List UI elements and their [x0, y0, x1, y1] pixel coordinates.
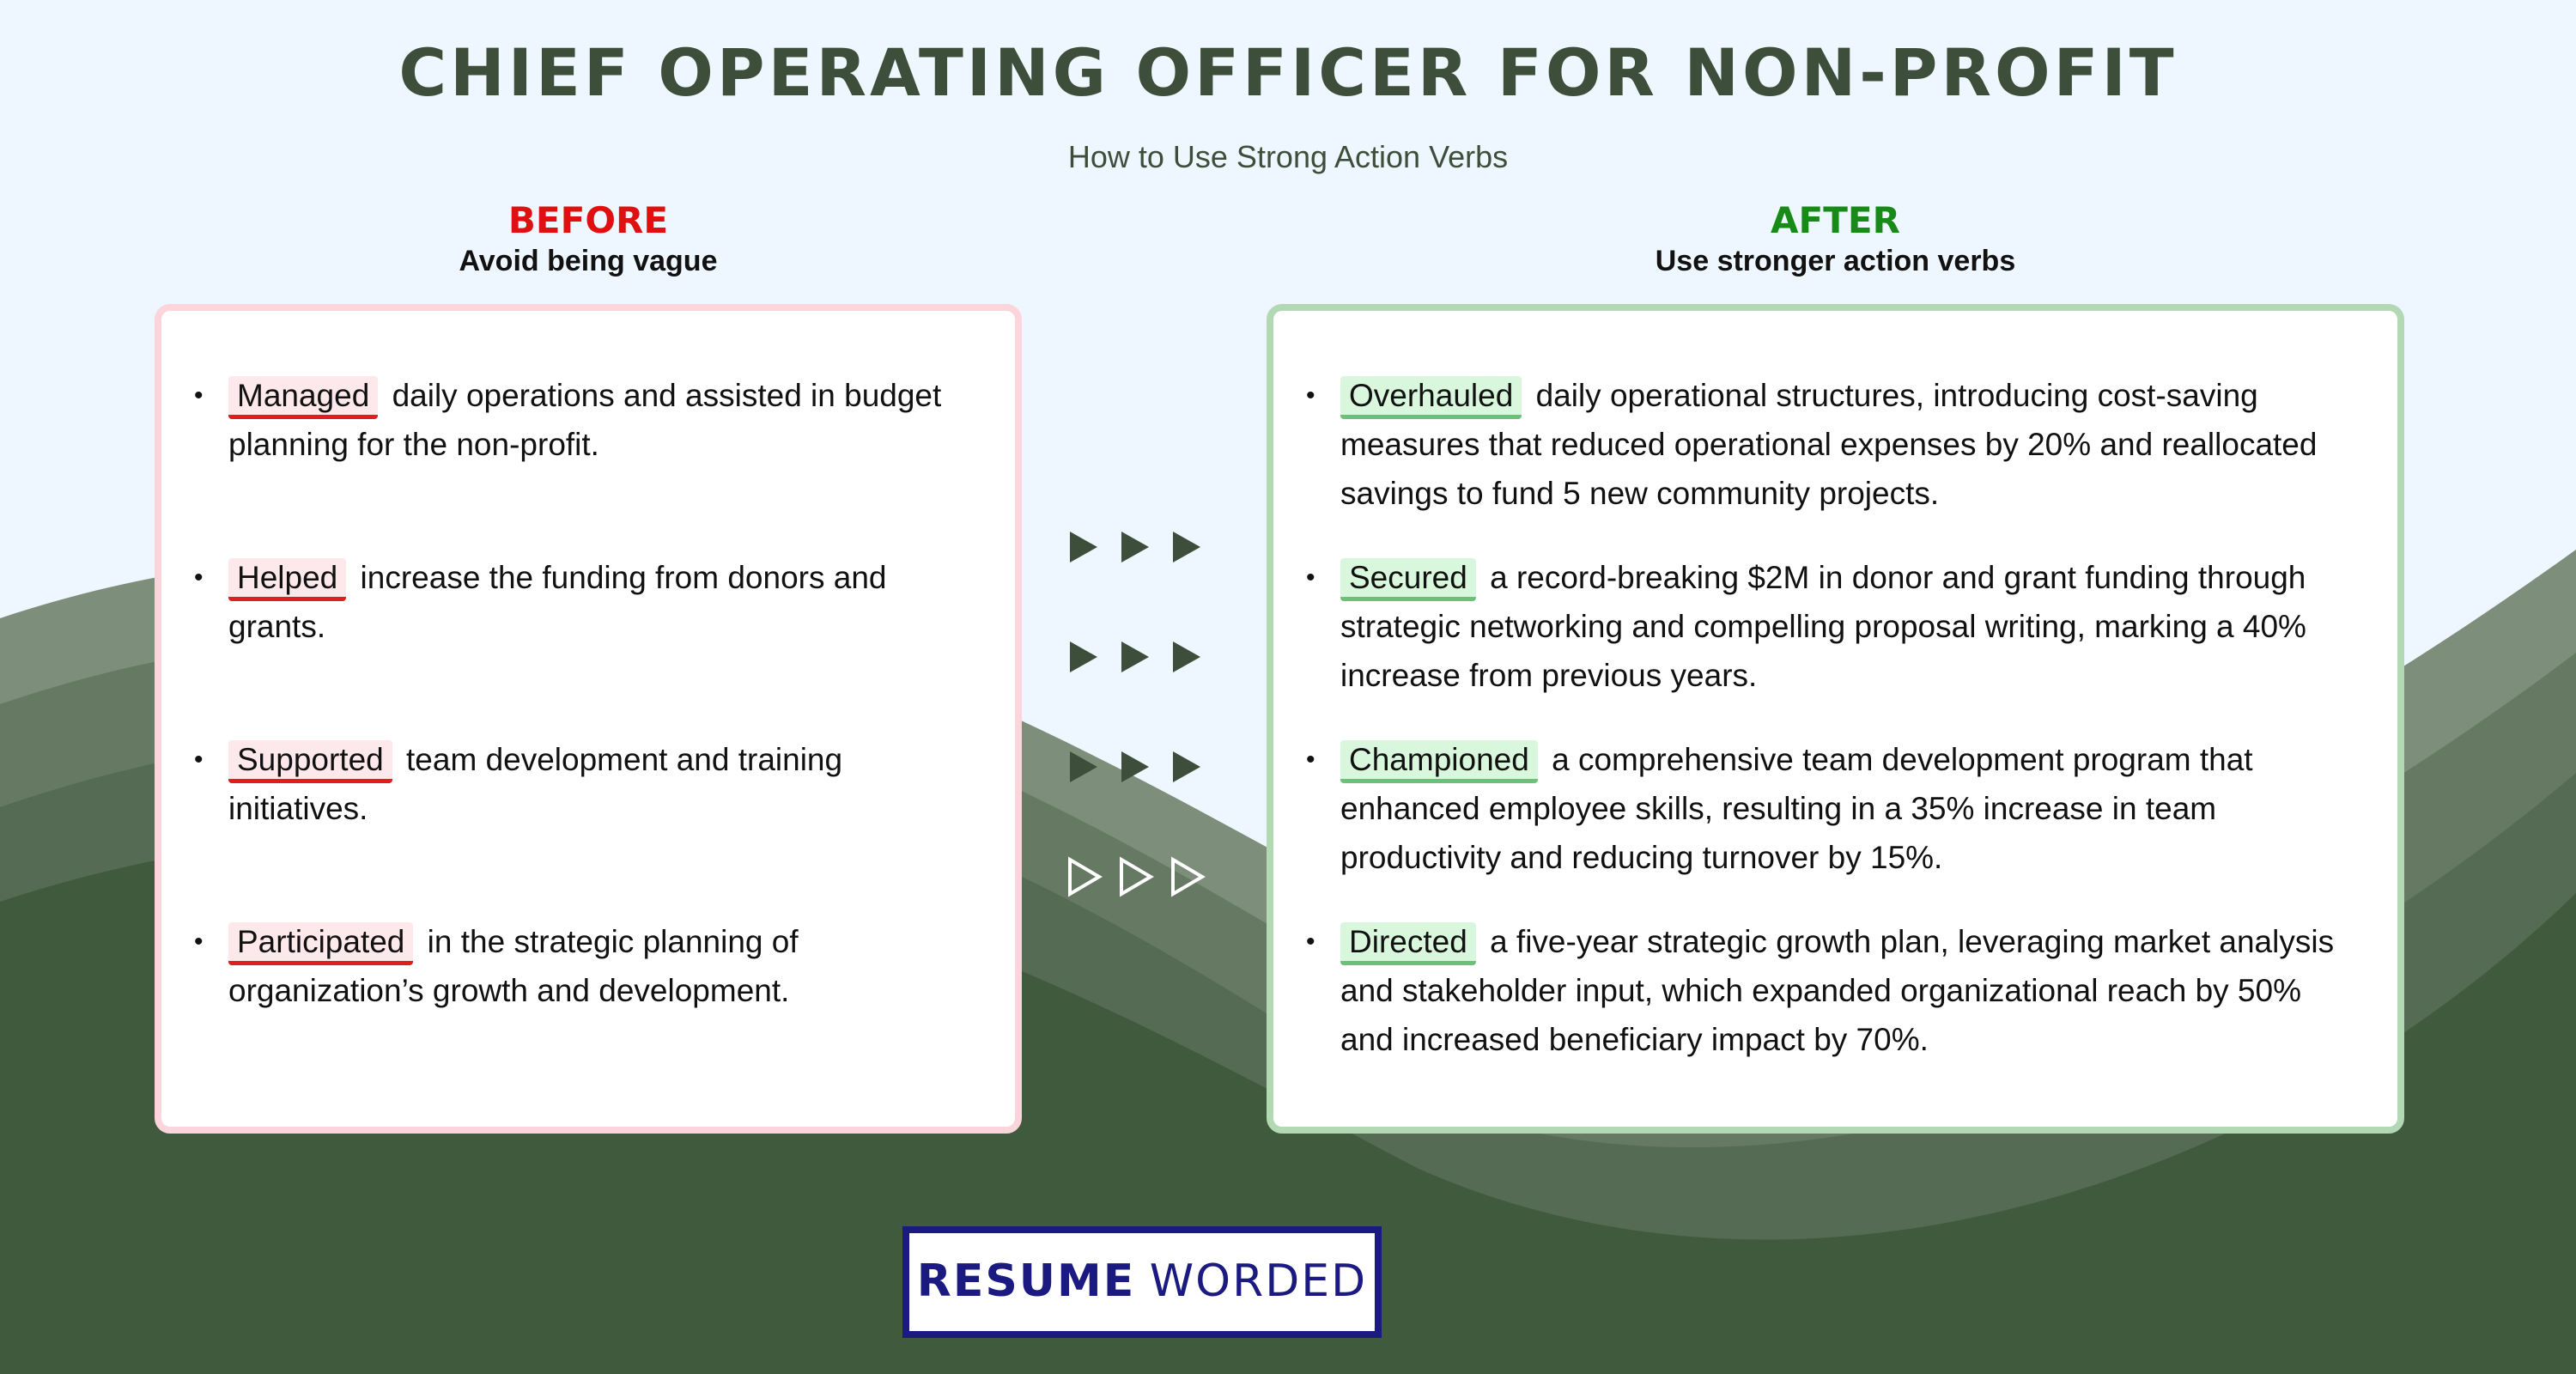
page-subtitle: How to Use Strong Action Verbs [1067, 139, 1509, 174]
bullet-icon: • [194, 563, 204, 592]
before-item [194, 735, 967, 833]
weak-verb: Managed [228, 376, 378, 419]
after-item-text [1340, 917, 2349, 1064]
after-heading [1267, 199, 2404, 280]
weak-verb: Participated [228, 922, 413, 965]
before-item [194, 553, 967, 651]
triple-play-arrow-outline-icon [1054, 851, 1218, 903]
resume-worded-logo [902, 1226, 1382, 1338]
weak-verb: Supported [228, 740, 392, 783]
bullet-icon: • [194, 381, 204, 410]
bullet-icon: • [1306, 381, 1315, 410]
before-item-text [228, 371, 967, 469]
bullet-icon: • [1306, 927, 1315, 956]
after-item-body: a five-year strategic growth plan, leveraging market analysis and stakeholder input, which expanded organizational reach by 50% and increased beneficiary impact by 70%. [1340, 924, 2335, 1057]
before-item-text [228, 735, 967, 833]
before-item-body: daily operations and assisted in budget planning for the non-profit. [228, 378, 942, 462]
after-item [1306, 735, 2349, 882]
bullet-icon: • [194, 745, 204, 774]
before-item-body: team development and training initiatives. [228, 742, 843, 826]
before-item [194, 371, 967, 469]
after-item-text [1340, 735, 2349, 882]
triple-play-arrow-icon [1054, 741, 1218, 793]
after-item-body: a record-breaking $2M in donor and grant funding through strategic networking and compelling proposal writing, marking a 40% increase from previous years. [1340, 560, 2306, 693]
after-item [1306, 371, 2349, 518]
after-item [1306, 917, 2349, 1064]
page-title: CHIEF OPERATING OFFICER FOR NON-PROFIT [398, 34, 2178, 111]
after-item-body: a comprehensive team development program that enhanced employee skills, resulting in a 35% increase in team productivity and reducing turnover by 15%. [1340, 742, 2253, 875]
logo-strong-text: RESUME [916, 1255, 1136, 1307]
after-panel [1267, 304, 2404, 1134]
after-item [1306, 553, 2349, 700]
triple-play-arrow-icon [1054, 521, 1218, 573]
after-item-text [1340, 371, 2349, 518]
strong-verb: Secured [1340, 558, 1476, 601]
logo-light-text: WORDED [1149, 1255, 1368, 1307]
before-item [194, 917, 967, 1015]
after-label: AFTER [1771, 199, 1900, 241]
before-heading [155, 199, 1022, 280]
strong-verb: Directed [1340, 922, 1476, 965]
after-item-text [1340, 553, 2349, 700]
bullet-icon: • [1306, 745, 1315, 774]
before-item-body: in the strategic planning of organization’s growth and development. [228, 924, 799, 1008]
before-sublabel: Avoid being vague [459, 245, 718, 277]
after-item-body: daily operational structures, introducing cost-saving measures that reduced operational expenses by 20% and reallocated savings to fund 5 new community projects. [1340, 378, 2318, 511]
before-label: BEFORE [507, 199, 669, 241]
bullet-icon: • [194, 927, 204, 956]
strong-verb: Overhauled [1340, 376, 1522, 419]
strong-verb: Championed [1340, 740, 1538, 783]
before-item-body: increase the funding from donors and grants. [228, 560, 887, 644]
after-sublabel: Use stronger action verbs [1655, 245, 2016, 277]
bullet-icon: • [1306, 563, 1315, 592]
before-item-text [228, 917, 967, 1015]
before-panel [155, 304, 1022, 1134]
weak-verb: Helped [228, 558, 346, 601]
before-item-text [228, 553, 967, 651]
triple-play-arrow-icon [1054, 631, 1218, 683]
